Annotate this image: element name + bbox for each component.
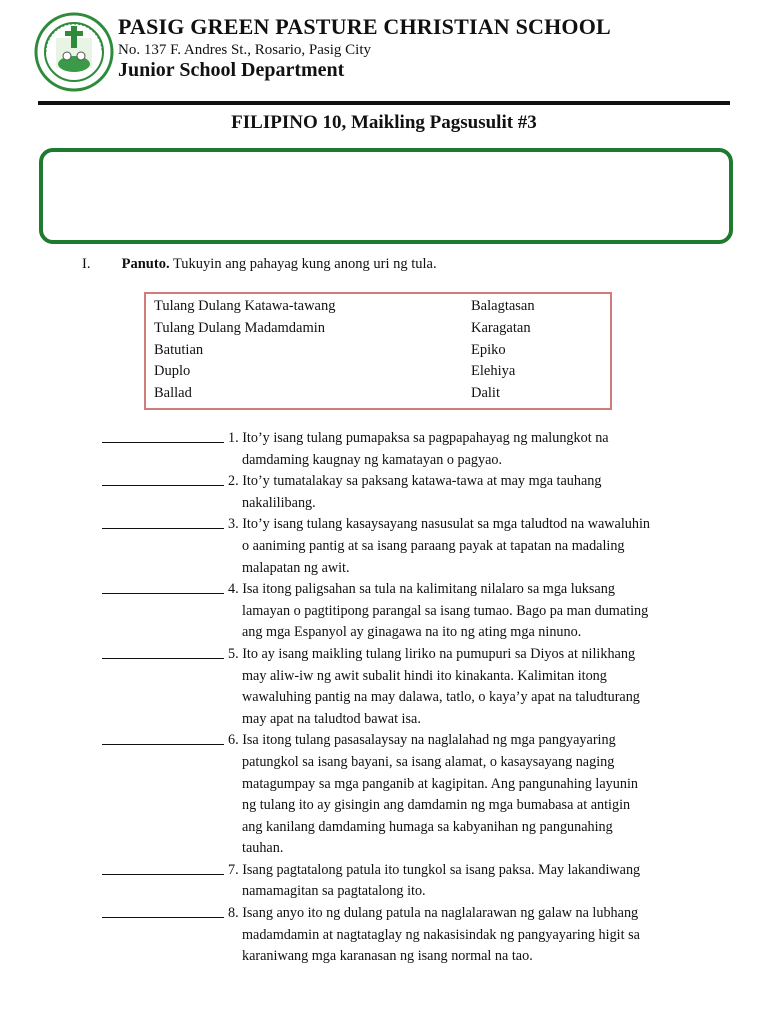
question-text: 7. Isang pagtatalong patula ito tungkol sa isang paksa. May lakandiwang bbox=[228, 861, 641, 878]
answer-blank[interactable] bbox=[102, 903, 224, 918]
question-item bbox=[102, 579, 722, 644]
question-text-continued: ng tulang ito ay gisingin ang damdamin ng mga bumabasa at antigin bbox=[242, 797, 631, 814]
question-text-continued: namamagitan sa pagtatalong ito. bbox=[242, 883, 426, 900]
document-header bbox=[0, 0, 768, 110]
school-name: PASIG GREEN PASTURE CHRISTIAN SCHOOL bbox=[118, 14, 611, 39]
answer-blank[interactable] bbox=[102, 860, 224, 875]
choice-right-1: Balagtasan bbox=[471, 298, 535, 314]
question-item bbox=[102, 644, 722, 730]
question-text: 2. Ito’y tumatalakay sa paksang katawa-tawa at may mga tauhang bbox=[228, 473, 602, 490]
question-text: 1. Ito’y isang tulang pumapaksa sa pagpapahayag ng malungkot na bbox=[228, 430, 609, 446]
question-item bbox=[102, 903, 722, 968]
question-text-continued: wawaluhing pantig na may dalawa, tatlo, o kaya’y apat na taludturang bbox=[242, 689, 640, 706]
question-text-continued: karaniwang mga karanasan ng isang normal na tao. bbox=[242, 948, 533, 965]
choice-left-2: Tulang Dulang Madamdamin bbox=[154, 320, 326, 336]
question-list bbox=[102, 428, 722, 968]
question-text: 6. Isa itong tulang pasasalaysay na naglalahad ng mga pangyayaring bbox=[228, 732, 616, 749]
question-text: 3. Ito’y isang tulang kasaysayang nasusulat sa mga taludtod na wawaluhin bbox=[228, 516, 650, 533]
question-text: 8. Isang anyo ito ng dulang patula na naglalarawan ng galaw na lubhang bbox=[228, 905, 639, 922]
question-text-continued: ang kanilang damdaming humaga sa kabyanihan ng pangunahing bbox=[242, 818, 613, 835]
quiz-title: FILIPINO 10, Maikling Pagsusulit #3 bbox=[231, 112, 537, 133]
question-text-continued: patungkol sa isang bayani, sa isang alamat, o kasaysayang naging bbox=[242, 753, 615, 770]
question-text: 4. Isa itong paligsahan sa tula na kalimitang nilalaro sa mga luksang bbox=[228, 581, 615, 598]
answer-blank[interactable] bbox=[102, 471, 224, 486]
question-text-continued: tauhan. bbox=[242, 840, 284, 857]
choice-right-5: Dalit bbox=[471, 385, 500, 401]
question-text-continued: may aliw-iw ng awit subalit hindi ito kinakanta. Kalimitan itong bbox=[242, 667, 607, 684]
name-score-box bbox=[39, 148, 733, 244]
question-item bbox=[102, 730, 722, 860]
question-text-continued: matagumpay sa mga panganib at kagipitan. Ang pangunahing layunin bbox=[242, 775, 638, 792]
question-text: 5. Ito ay isang maikling tulang liriko na pumupuri sa Diyos at nilikhang bbox=[228, 645, 636, 662]
school-address: No. 137 F. Andres St., Rosario, Pasig City bbox=[118, 42, 371, 58]
question-item bbox=[102, 514, 722, 579]
question-text-continued: malapatan ng awit. bbox=[242, 559, 350, 576]
choices-box bbox=[144, 292, 612, 410]
question-text-continued: ang mga Espanyol ay ginagawa na ito ng ating mga ninuno. bbox=[242, 624, 582, 641]
question-text-continued: nakalilibang. bbox=[242, 494, 316, 511]
question-item bbox=[102, 471, 722, 514]
choice-left-5: Ballad bbox=[154, 385, 192, 401]
question-text-continued: madamdamin at nagtataglay ng nakasisindak ng pangyayaring higit sa bbox=[242, 926, 640, 943]
instruction-text: Tukuyin ang pahayag kung anong uri ng tula. bbox=[169, 256, 437, 272]
instruction-label: Panuto. bbox=[121, 256, 170, 272]
answer-blank[interactable] bbox=[102, 428, 224, 443]
choice-left-1: Tulang Dulang Katawa-tawang bbox=[154, 298, 336, 314]
answer-blank[interactable] bbox=[102, 579, 224, 594]
choice-left-4: Duplo bbox=[154, 363, 191, 379]
question-text-continued: o aaniming pantig at sa isang paraang payak at tapatan na madaling bbox=[242, 537, 625, 554]
question-item bbox=[102, 428, 722, 471]
question-text-continued: lamayan o pagtitipong parangal sa isang tumao. Bago pa man dumating bbox=[242, 602, 649, 619]
question-item bbox=[102, 860, 722, 903]
choice-right-2: Karagatan bbox=[471, 320, 531, 336]
header-divider bbox=[38, 101, 730, 105]
answer-blank[interactable] bbox=[102, 730, 224, 745]
answer-blank[interactable] bbox=[102, 514, 224, 529]
choice-right-3: Epiko bbox=[471, 342, 506, 358]
section-number: I. bbox=[82, 256, 91, 272]
department-name: Junior School Department bbox=[118, 59, 345, 81]
answer-blank[interactable] bbox=[102, 644, 224, 659]
choice-left-3: Batutian bbox=[154, 342, 204, 358]
question-text-continued: damdaming kaugnay ng kamatayan o pagyao. bbox=[242, 451, 503, 468]
choice-right-4: Elehiya bbox=[471, 363, 516, 379]
instruction bbox=[82, 256, 437, 273]
question-text-continued: may apat na taludtod bawat isa. bbox=[242, 710, 421, 727]
school-logo-icon bbox=[34, 12, 114, 92]
